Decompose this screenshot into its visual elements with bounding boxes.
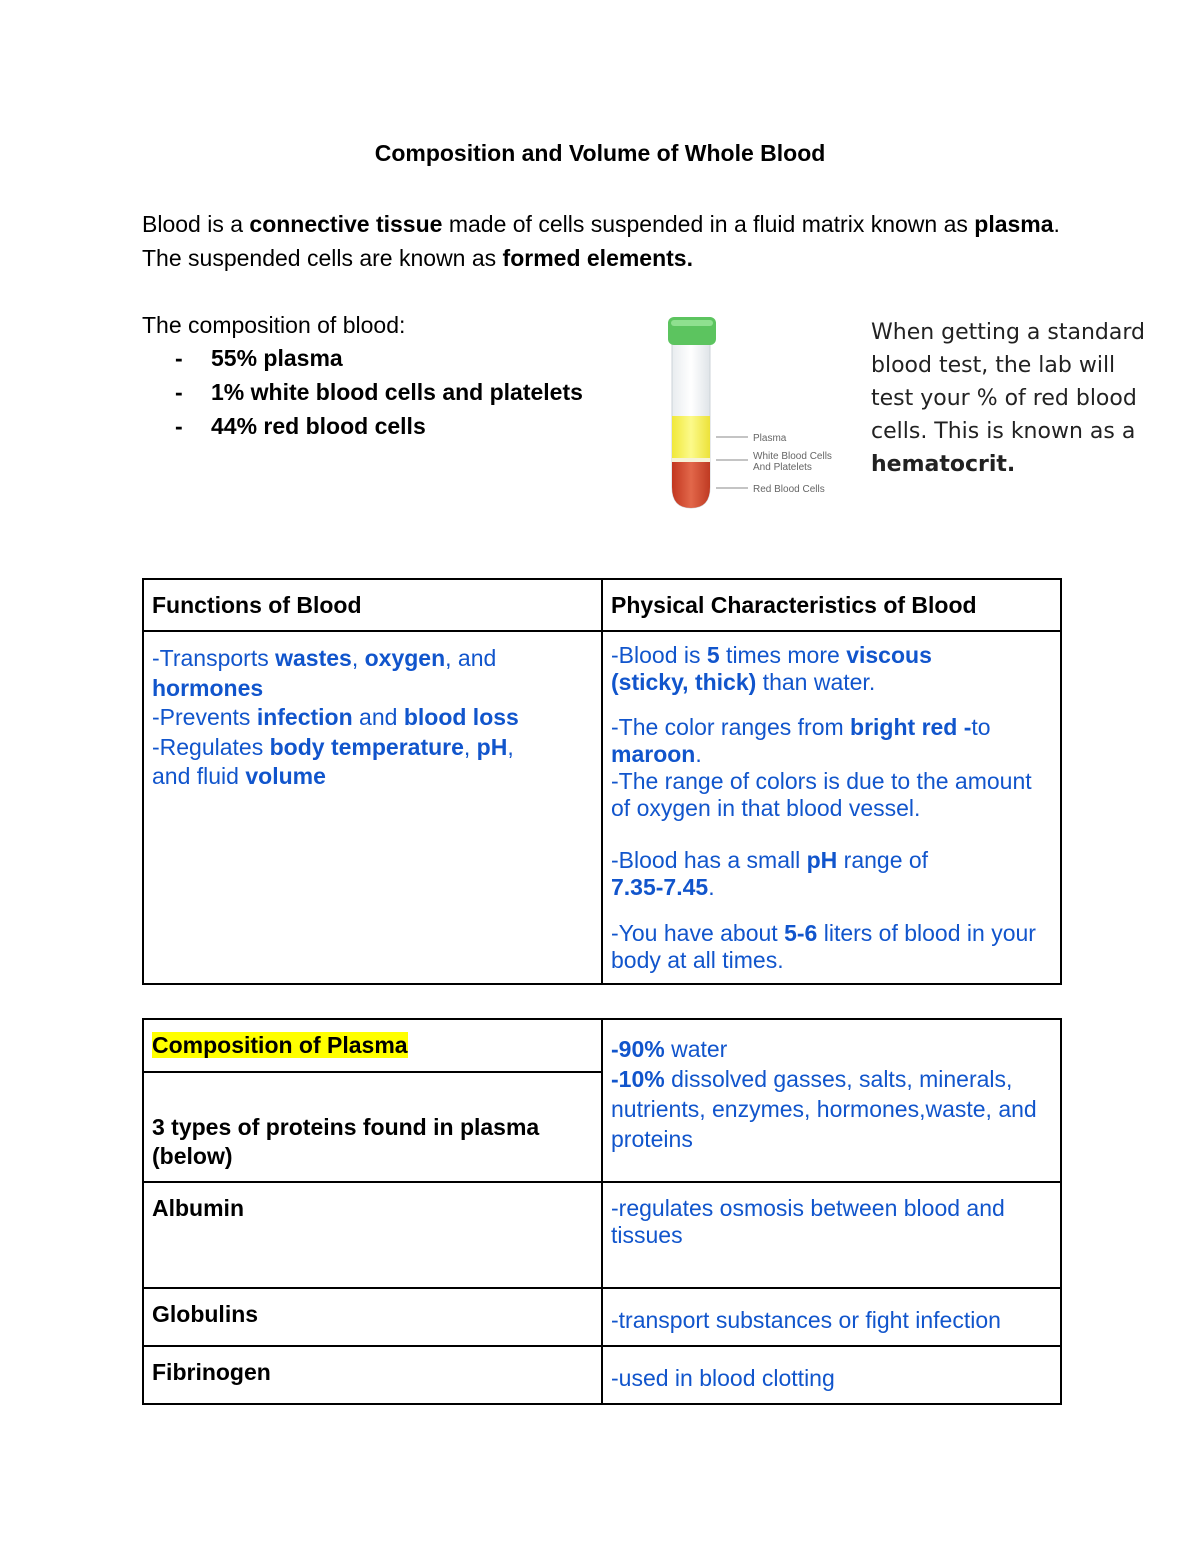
proteins-subheader: 3 types of proteins found in plasma (below) <box>143 1072 602 1182</box>
plasma-table <box>142 1018 1062 1405</box>
intro-paragraph <box>142 207 1082 275</box>
composition-item: - 55% plasma <box>175 345 343 371</box>
plasma-header-cell <box>143 1019 602 1072</box>
functions-table-header-row <box>143 579 1061 631</box>
tube-label-rbc: Red Blood Cells <box>753 484 825 495</box>
hematocrit-term: hematocrit. <box>871 452 1016 477</box>
physical-header: Physical Characteristics of Blood <box>602 579 1061 631</box>
hematocrit-note-text: When getting a standard blood test, the lab will test your % of red blood cells. This is known as a <box>871 320 1145 444</box>
intro-text: made of cells suspended in a fluid matrix known as <box>442 211 975 237</box>
physical-cell: -Blood is 5 times more viscous (sticky, thick) than water. -The color ranges from bright red -to maroon. -The range of colors is due to the amount of oxygen in that blood vessel. -Blood has a small pH range of 7.35-7.45. -You have about 5-6 liters of blood in your body at all times. <box>602 631 1061 984</box>
composition-item: - 1% white blood cells and platelets <box>175 379 583 405</box>
composition-item-label: 1% white blood cells and platelets <box>211 379 583 405</box>
protein-desc: -used in blood clotting <box>602 1346 1061 1404</box>
tube-cap-shine <box>671 320 713 326</box>
intro-bold-term: formed elements. <box>502 245 693 271</box>
protein-row <box>143 1288 1061 1346</box>
functions-cell: -Transports wastes, oxygen, and hormones -Prevents infection and blood loss -Regulates body temperature, pH, and fluid volume <box>143 631 602 984</box>
red-cell-layer <box>672 462 710 508</box>
composition-heading: The composition of blood: <box>142 312 406 338</box>
hematocrit-note <box>871 316 1161 481</box>
plasma-header-row <box>143 1019 1061 1072</box>
functions-table <box>142 578 1062 985</box>
intro-text: . The suspended cells are known as <box>142 211 1060 271</box>
plasma-layer <box>672 416 710 460</box>
intro-bold-term: connective tissue <box>249 211 443 237</box>
page-title: Composition and Volume of Whole Blood <box>374 140 826 166</box>
intro-text: Blood is a <box>142 211 250 237</box>
protein-desc: -transport substances or fight infection <box>602 1288 1061 1346</box>
composition-item-label: 55% plasma <box>211 345 343 371</box>
protein-row <box>143 1182 1061 1288</box>
protein-name: Albumin <box>143 1182 602 1288</box>
protein-name: Globulins <box>143 1288 602 1346</box>
blood-tube-illustration <box>650 312 850 512</box>
plasma-header: Composition of Plasma <box>152 1032 408 1058</box>
protein-row <box>143 1346 1061 1404</box>
composition-item-label: 44% red blood cells <box>211 413 426 439</box>
functions-header: Functions of Blood <box>143 579 602 631</box>
tube-label-plasma: Plasma <box>753 433 787 444</box>
tube-label-platelets: And Platelets <box>753 462 812 473</box>
buffy-coat-layer <box>672 458 710 462</box>
composition-item: - 44% red blood cells <box>175 413 426 439</box>
intro-bold-term: plasma <box>974 211 1054 237</box>
protein-name: Fibrinogen <box>143 1346 602 1404</box>
protein-desc: -regulates osmosis between blood and tissues <box>602 1182 1061 1288</box>
functions-table-body-row <box>143 631 1061 984</box>
plasma-composition-cell: -90% water -10% dissolved gasses, salts, minerals, nutrients, enzymes, hormones,waste, and proteins <box>602 1019 1061 1182</box>
tube-label-wbc: White Blood Cells <box>753 451 832 462</box>
